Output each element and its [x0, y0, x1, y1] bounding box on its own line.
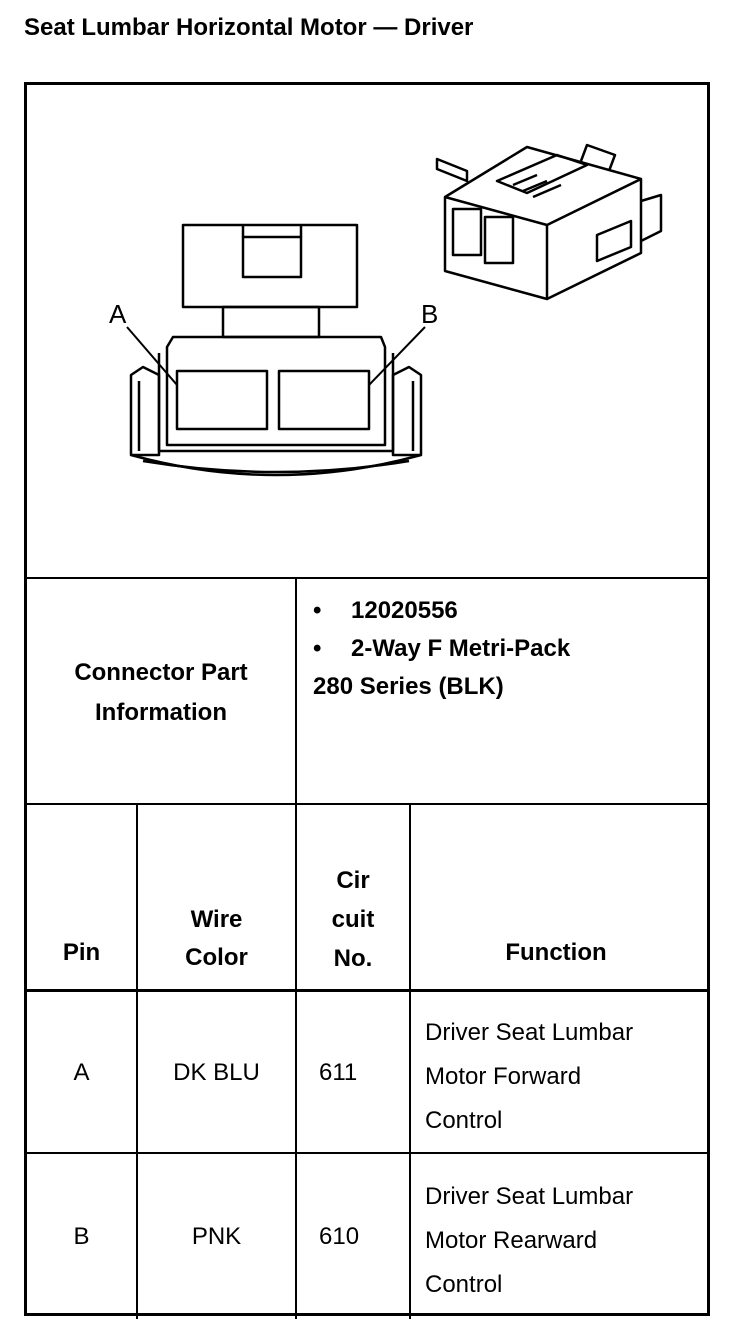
connector-diagram [27, 85, 707, 577]
divider [27, 989, 707, 992]
part-number: 12020556 [351, 597, 458, 624]
header-function-text: Function [505, 939, 607, 966]
row-a-circuit: 611 [319, 1059, 358, 1086]
pin-a-label: A [109, 299, 127, 329]
divider [27, 1152, 707, 1154]
header-pin [27, 939, 136, 967]
divider [295, 577, 297, 803]
divider [27, 577, 707, 579]
row-a-pin: A [73, 1059, 90, 1086]
function-line: Driver Seat Lumbar [425, 1183, 634, 1210]
row-b-function [425, 1175, 633, 1307]
description-row [313, 635, 570, 673]
row-a-wire-color: DK BLU [173, 1059, 260, 1086]
header-wire-color [138, 901, 295, 977]
header-circuit [297, 861, 409, 978]
function-line: Driver Seat Lumbar [425, 1019, 634, 1046]
page-title: Seat Lumbar Horizontal Motor — Driver [24, 14, 474, 41]
bullet-icon: • [313, 635, 322, 662]
header-line: cuit [331, 906, 375, 933]
function-line: Control [425, 1107, 503, 1134]
header-pin-text: Pin [62, 939, 101, 966]
bullet-icon: • [313, 597, 322, 624]
header-function [411, 939, 701, 967]
header-line: No. [333, 945, 373, 972]
function-line: Motor Rearward [425, 1227, 598, 1254]
row-a-function [425, 1011, 633, 1143]
divider [27, 803, 707, 805]
header-line: Wire [190, 906, 243, 933]
heading-line: Connector Part [74, 659, 248, 686]
connector-info-heading [27, 653, 295, 733]
connector-info-details [313, 597, 570, 711]
heading-line: Information [95, 699, 227, 726]
description: 2-Way F Metri-Pack [351, 635, 571, 662]
function-line: Control [425, 1271, 503, 1298]
header-line: Color [185, 944, 248, 971]
pin-b-label: B [421, 299, 439, 329]
divider [409, 803, 411, 1319]
row-b-wire-color: PNK [191, 1223, 242, 1250]
row-b-circuit: 610 [319, 1223, 360, 1250]
header-line: Cir [336, 867, 370, 894]
description-cont: 280 Series (BLK) [313, 673, 504, 700]
row-b-pin: B [73, 1223, 90, 1250]
function-line: Motor Forward [425, 1063, 582, 1090]
connector-table [24, 82, 710, 1316]
part-number-row [313, 597, 570, 635]
